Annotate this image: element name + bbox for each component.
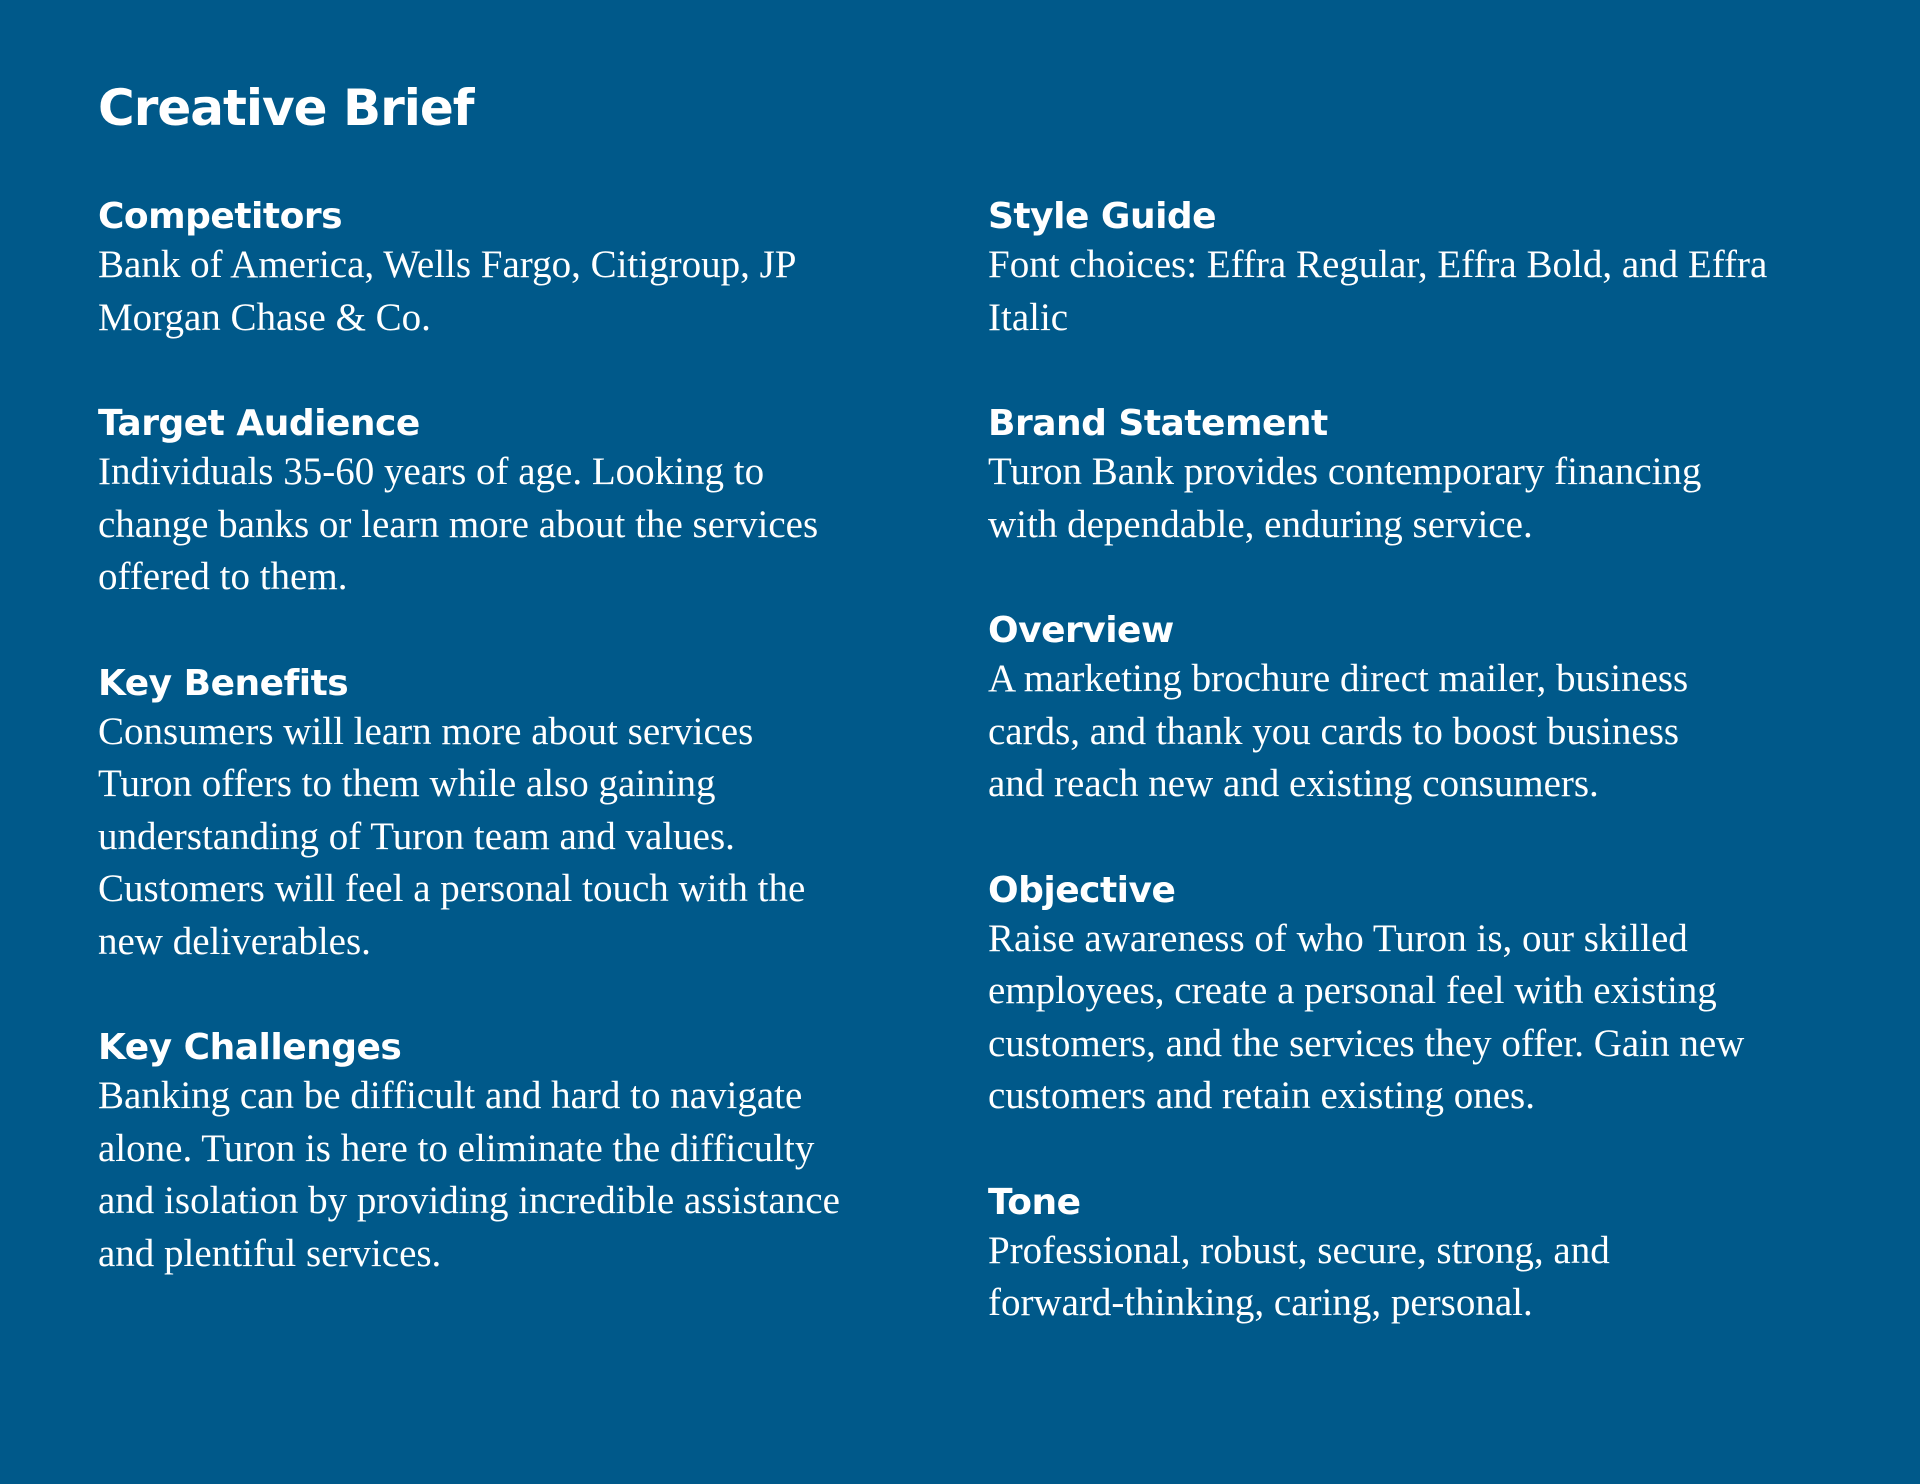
body-line: Professional, robust, secure, strong, and	[988, 1228, 1610, 1272]
body-line: Consumers will learn more about services	[98, 709, 754, 753]
body-line: alone. Turon is here to eliminate the difficulty	[98, 1126, 815, 1170]
section-brand-statement	[988, 402, 1888, 551]
section-key-benefits	[98, 662, 938, 969]
section-heading: Style Guide	[988, 196, 1217, 237]
section-heading: Objective	[988, 869, 1176, 911]
section-competitors	[98, 195, 938, 344]
section-heading: Competitors	[98, 196, 343, 237]
section-tone	[988, 1181, 1888, 1330]
body-line: forward-thinking, caring, personal.	[988, 1281, 1533, 1324]
body-line: with dependable, enduring service.	[988, 502, 1533, 546]
left-column	[98, 195, 938, 1280]
section-body	[98, 239, 938, 344]
section-style-guide	[988, 195, 1888, 344]
body-line: new deliverables.	[98, 919, 371, 963]
body-line: Raise awareness of who Turon is, our skilled	[988, 916, 1688, 960]
section-body	[988, 913, 1888, 1123]
section-heading: Brand Statement	[988, 403, 1328, 444]
section-body	[98, 706, 938, 969]
body-line: understanding of Turon team and values.	[98, 814, 735, 858]
body-line: Turon offers to them while also gaining	[98, 762, 716, 805]
section-body	[98, 446, 938, 604]
body-line: offered to them.	[98, 555, 348, 598]
body-line: Font choices: Effra Regular, Effra Bold, and Effra	[988, 243, 1768, 286]
page-title: Creative Brief	[98, 79, 474, 137]
body-line: customers and retain existing ones.	[988, 1074, 1535, 1117]
body-line: cards, and thank you cards to boost business	[988, 709, 1680, 753]
body-line: Banking can be difficult and hard to navigate	[98, 1074, 803, 1117]
section-heading: Target Audience	[98, 403, 420, 444]
body-line: employees, create a personal feel with existing	[988, 969, 1717, 1012]
section-body	[988, 239, 1888, 344]
body-line: Turon Bank provides contemporary financing	[988, 450, 1702, 493]
section-heading: Overview	[988, 610, 1174, 651]
body-line: Individuals 35-60 years of age. Looking to	[98, 450, 765, 493]
section-key-challenges	[98, 1026, 938, 1280]
section-body	[98, 1070, 938, 1280]
body-line: and reach new and existing consumers.	[988, 762, 1599, 805]
section-heading: Key Benefits	[98, 662, 349, 704]
section-target-audience	[98, 402, 938, 604]
right-column	[988, 195, 1888, 1330]
body-line: and isolation by providing incredible assistance	[98, 1179, 840, 1222]
body-line: Customers will feel a personal touch with the	[98, 867, 806, 910]
section-body	[988, 1225, 1888, 1330]
body-line: Italic	[988, 295, 1069, 339]
body-line: Bank of America, Wells Fargo, Citigroup, JP	[98, 243, 797, 286]
section-heading: Key Challenges	[98, 1027, 402, 1068]
body-line: change banks or learn more about the services	[98, 502, 819, 546]
body-line: customers, and the services they offer. Gain new	[988, 1021, 1745, 1065]
body-line: and plentiful services.	[98, 1231, 442, 1275]
section-body	[988, 446, 1888, 551]
section-overview	[988, 609, 1888, 811]
body-line: A marketing brochure direct mailer, business	[988, 657, 1689, 700]
section-objective	[988, 869, 1888, 1123]
section-body	[988, 653, 1888, 811]
body-line: Morgan Chase & Co.	[98, 295, 431, 339]
section-heading: Tone	[988, 1181, 1081, 1223]
